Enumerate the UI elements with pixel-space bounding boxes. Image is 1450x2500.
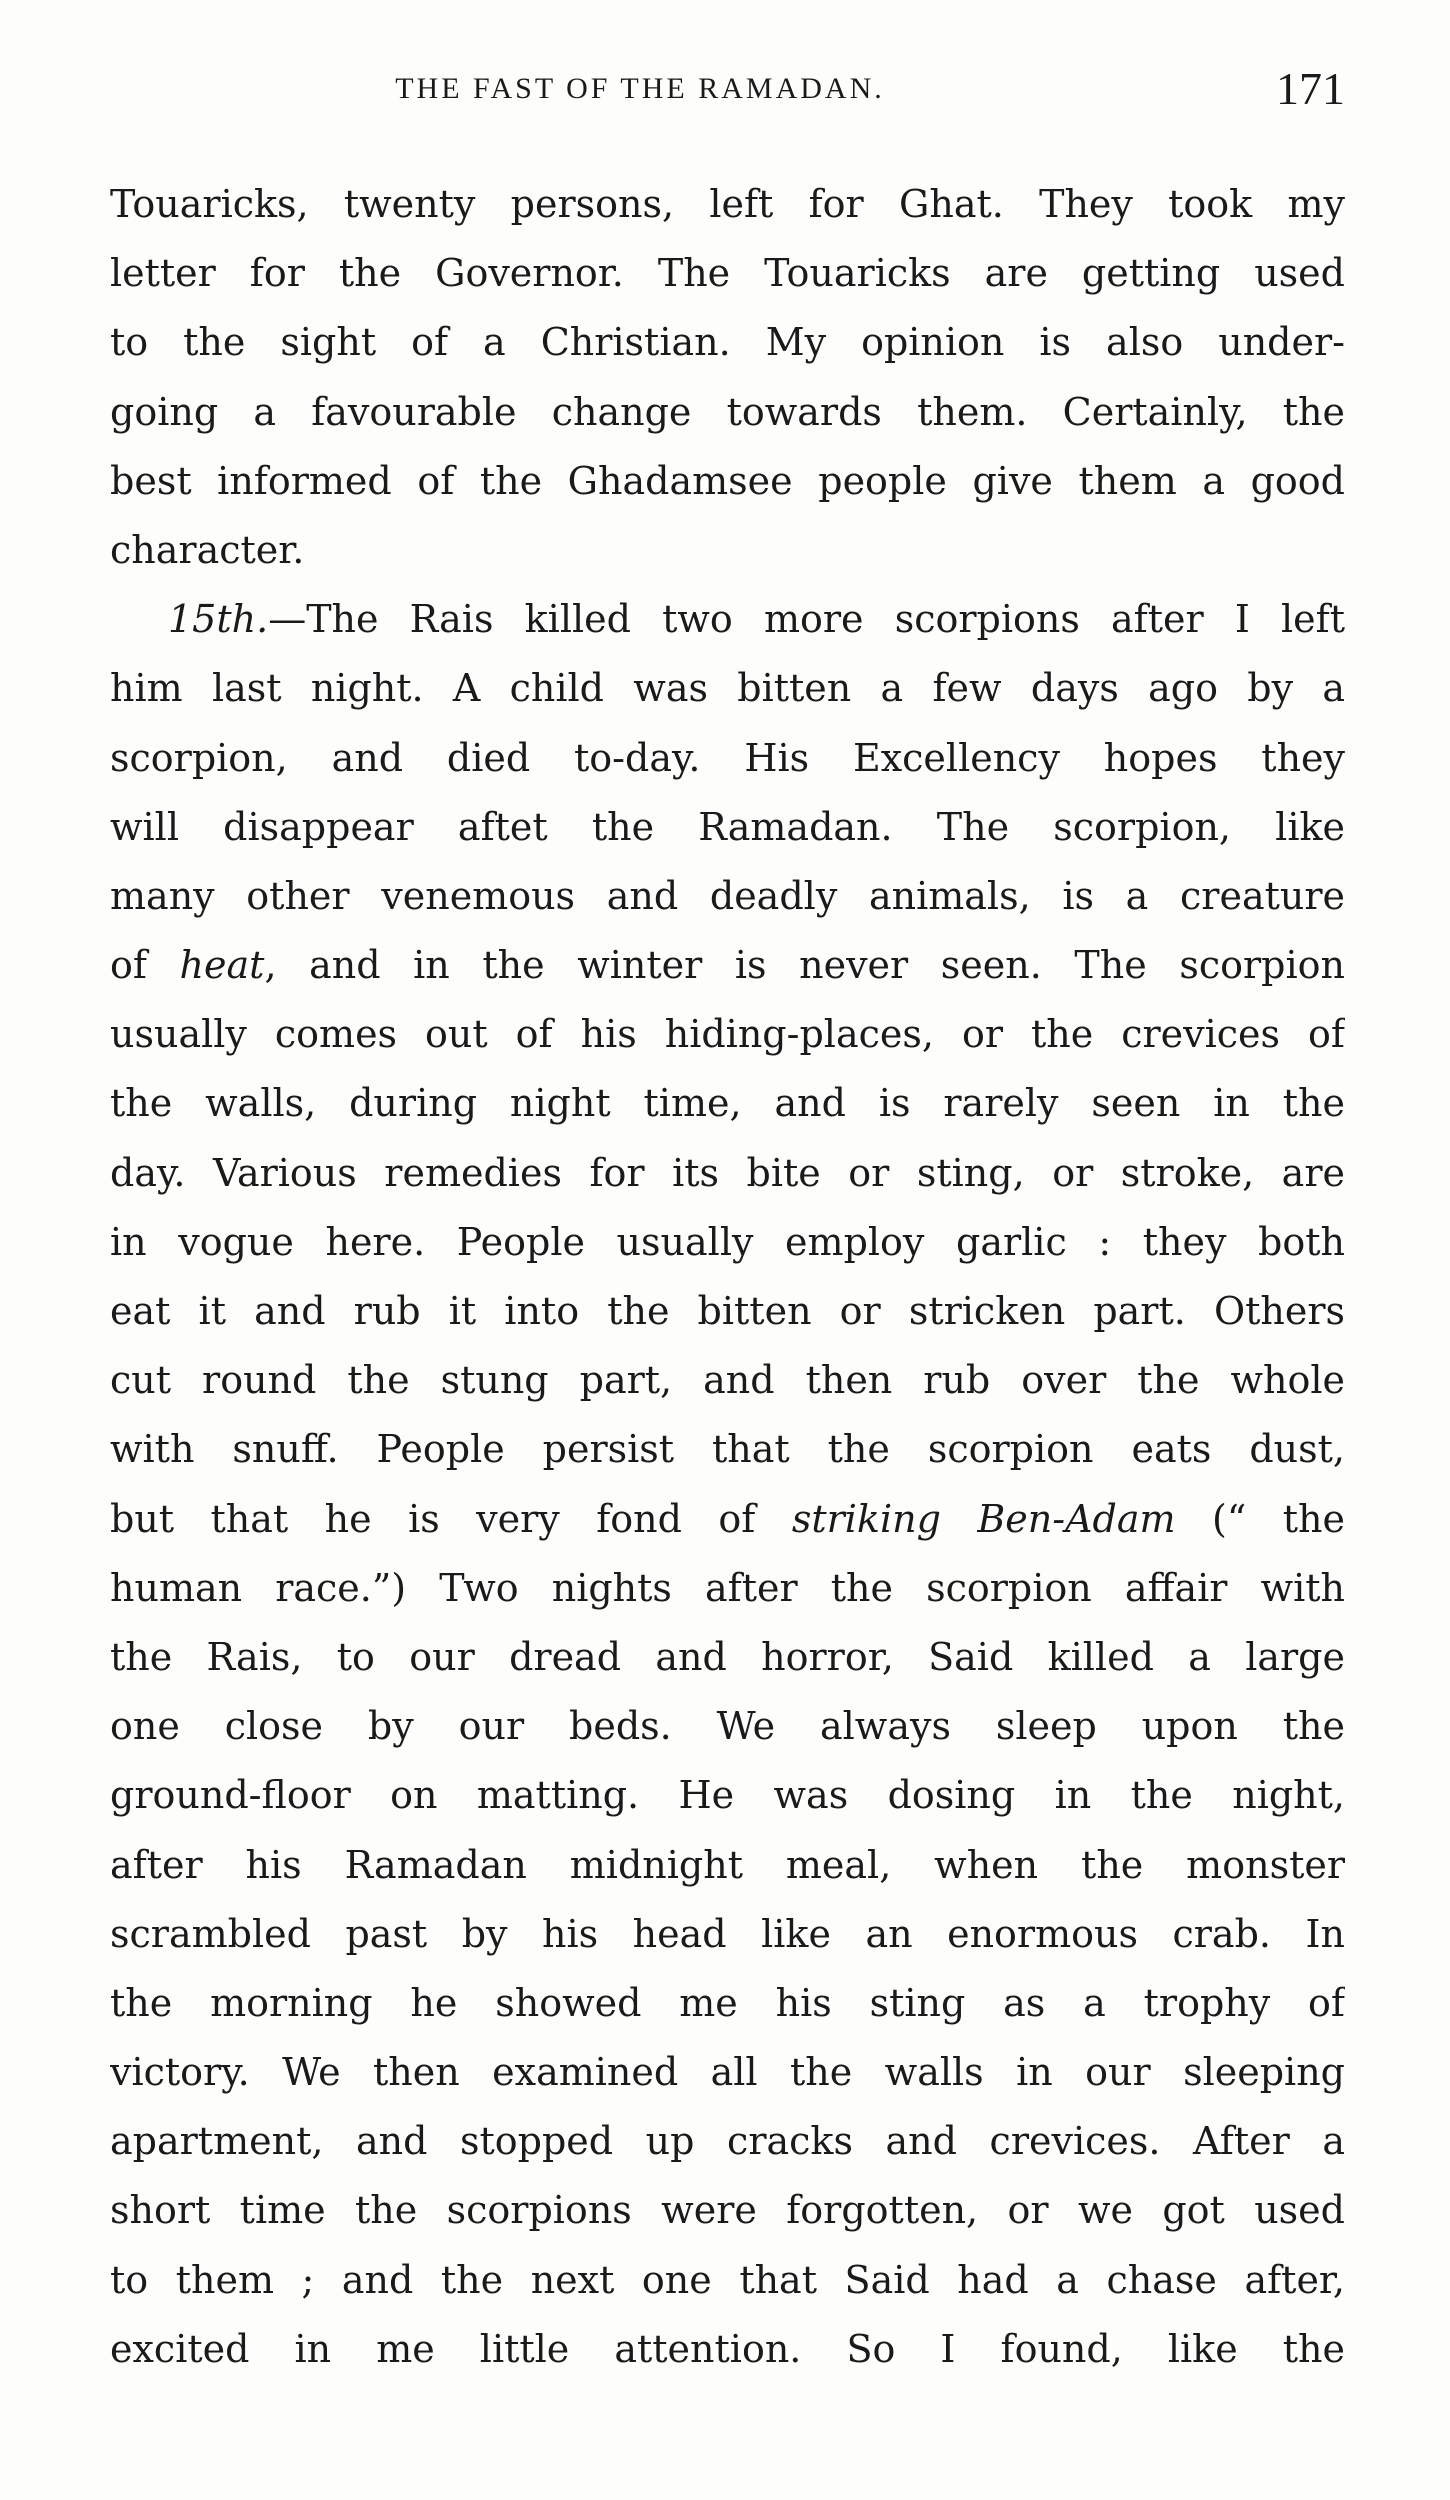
text-line: going a favourable change towards them. Certainly, the — [110, 389, 1345, 434]
text-line: the Rais, to our dread and horror, Said killed a large — [110, 1634, 1345, 1679]
text-line: victory. We then examined all the walls in our sleeping — [110, 2050, 1345, 2095]
page-number: 171 — [1276, 63, 1345, 114]
text-line: apartment, and stopped up cracks and crevices. After a — [110, 2119, 1345, 2164]
text-line: best informed of the Ghadamsee people give them a good — [110, 458, 1345, 503]
text-line: cut round the stung part, and then rub over the whole — [110, 1358, 1345, 1403]
text-line: with snuff. People persist that the scorpion eats dust, — [110, 1427, 1345, 1472]
text-line: in vogue here. People usually employ garlic : they both — [110, 1219, 1345, 1264]
text-line: to them ; and the next one that Said had a chase after, — [110, 2257, 1345, 2302]
italic-heat: heat — [179, 943, 265, 988]
text-line: ground-floor on matting. He was dosing in the night, — [110, 1773, 1345, 1818]
text-line: letter for the Governor. The Touaricks are getting used — [110, 251, 1345, 296]
running-head — [110, 62, 1345, 122]
text-line: human race.”) Two nights after the scorpion affair with — [110, 1565, 1345, 1610]
text-line: scorpion, and died to-day. His Excellency hopes they — [110, 735, 1345, 780]
text-line: excited in me little attention. So I found, like the — [110, 2326, 1345, 2371]
text-line: usually comes out of his hiding-places, or the crevices of — [110, 1012, 1345, 1057]
text-line: character. — [110, 527, 305, 572]
text-line: to the sight of a Christian. My opinion is also under- — [110, 320, 1345, 365]
text-line: eat it and rub it into the bitten or stricken part. Others — [110, 1289, 1345, 1333]
text-line: after his Ramadan midnight meal, when the monster — [110, 1842, 1345, 1887]
text-line: one close by our beds. We always sleep upon the — [110, 1704, 1345, 1749]
text-line-rest: , and in the winter is never seen. The scorpion — [264, 943, 1345, 988]
text-line: Touaricks, twenty persons, left for Ghat. They took my — [110, 182, 1345, 226]
text-line-rest: (“ the — [1212, 1496, 1345, 1541]
text-line: day. Various remedies for its bite or sting, or stroke, are — [110, 1150, 1345, 1195]
text-line: short time the scorpions were forgotten, or we got used — [110, 2188, 1345, 2233]
text-line-rest: —The Rais killed two more scorpions after I left — [268, 597, 1345, 642]
running-title: THE FAST OF THE RAMADAN. — [395, 72, 885, 105]
italic-phrase: striking Ben-Adam — [791, 1496, 1176, 1541]
text-line: him last night. A child was bitten a few days ago by a — [110, 666, 1345, 711]
text-line-with-italic — [110, 931, 1345, 1000]
text-line: will disappear aftet the Ramadan. The scorpion, like — [110, 804, 1345, 849]
text-line-with-italic — [110, 1485, 1345, 1554]
entry-date: 15th. — [168, 597, 269, 642]
text-line-dated — [110, 585, 1345, 654]
text-line: many other venemous and deadly animals, is a creature — [110, 873, 1345, 918]
text-line-start: of — [110, 943, 147, 988]
text-line: scrambled past by his head like an enormous crab. In — [110, 1911, 1345, 1956]
text-line-start: but that he is very fond of — [110, 1496, 756, 1541]
text-line: the walls, during night time, and is rarely seen in the — [110, 1081, 1345, 1126]
text-line: the morning he showed me his sting as a trophy of — [110, 1980, 1345, 2025]
body-text — [110, 170, 1345, 2384]
